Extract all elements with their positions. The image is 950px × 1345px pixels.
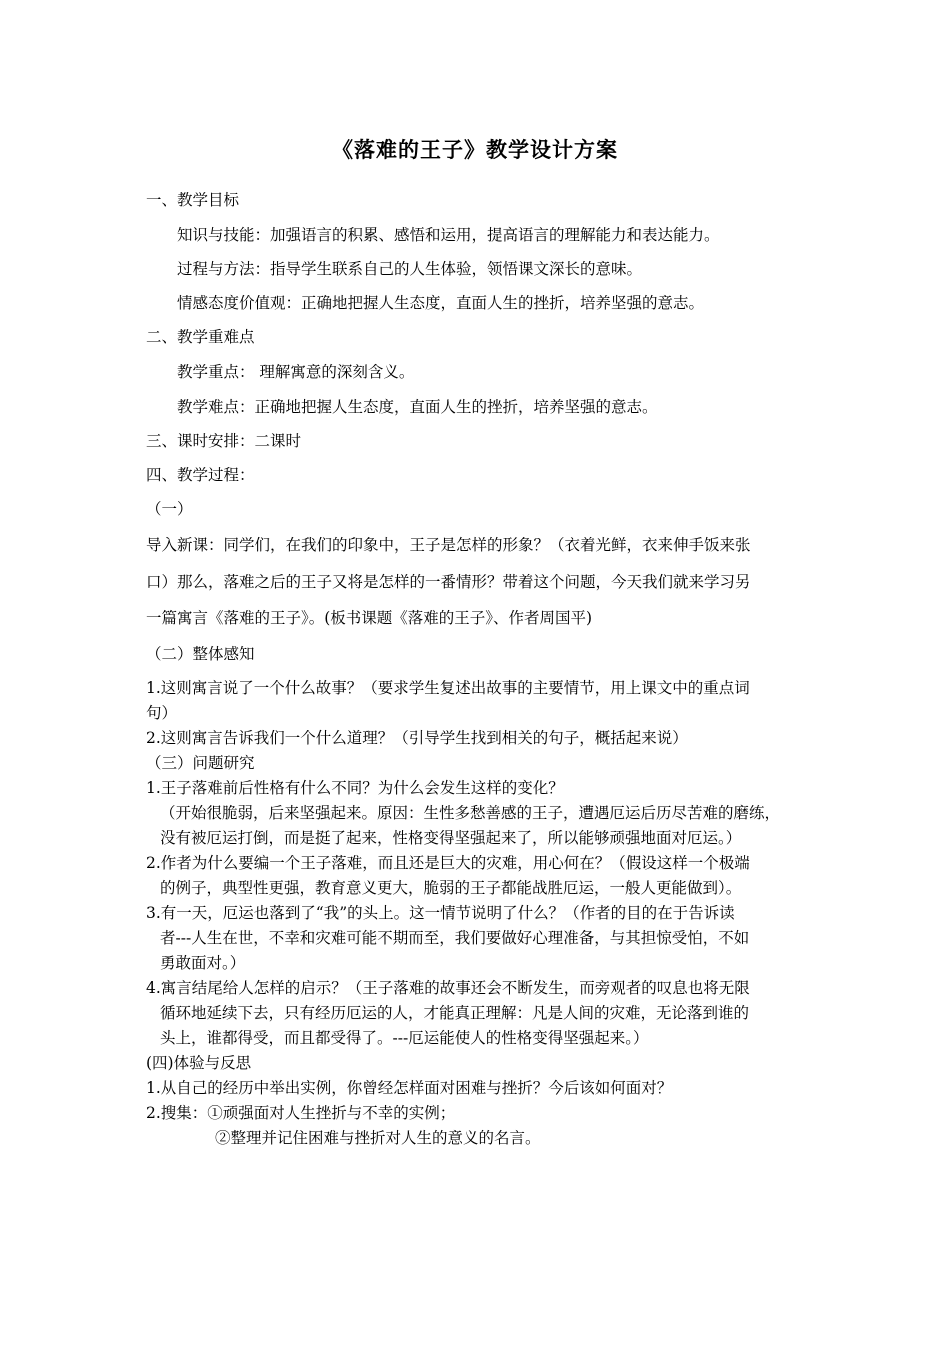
part-one-label: （一）: [146, 500, 193, 518]
perception-line: 2.这则寓言告诉我们一个什么道理？（引导学生找到相关的句子，概括起来说）: [146, 729, 688, 747]
key-point: 教学重点： 理解寓意的深刻含义。: [177, 363, 415, 381]
section-heading-key-points: 二、教学重难点: [146, 328, 255, 346]
intro-line: 一篇寓言《落难的王子》。(板书课题《落难的王子》、作者周国平): [146, 609, 593, 627]
goal-process: 过程与方法：指导学生联系自己的人生体验，领悟课文深长的意味。: [177, 260, 643, 278]
reflection-line: 1.从自己的经历中举出实例，你曾经怎样面对困难与挫折？今后该如何面对？: [146, 1079, 673, 1097]
question-line: 1.王子落难前后性格有什么不同？为什么会发生这样的变化？: [146, 779, 564, 797]
document-title: 《落难的王子》教学设计方案: [332, 138, 618, 162]
perception-line: 1.这则寓言说了一个什么故事？（要求学生复述出故事的主要情节，用上课文中的重点词: [146, 679, 750, 697]
intro-line: 口）那么，落难之后的王子又将是怎样的一番情形？带着这个问题，今天我们就来学习另: [146, 573, 751, 591]
section-heading-process: 四、教学过程：: [146, 466, 255, 484]
answer-line: 勇敢面对。）: [160, 954, 246, 972]
question-line: 4.寓言结尾给人怎样的启示？（王子落难的故事还会不断发生，而旁观者的叹息也将无限: [146, 979, 750, 997]
part-four-label: (四)体验与反思: [146, 1054, 252, 1072]
difficult-point: 教学难点：正确地把握人生态度，直面人生的挫折，培养坚强的意志。: [177, 398, 658, 416]
goal-knowledge: 知识与技能：加强语言的积累、感悟和运用，提高语言的理解能力和表达能力。: [177, 226, 720, 244]
answer-line: 循环地延续下去，只有经历厄运的人，才能真正理解：凡是人间的灾难，无论落到谁的: [160, 1004, 750, 1022]
intro-line: 导入新课：同学们，在我们的印象中，王子是怎样的形象？（衣着光鲜，衣来伸手饭来张: [146, 536, 751, 554]
part-three-label: （三）问题研究: [146, 754, 255, 772]
reflection-line: 2.搜集：①顽强面对人生挫折与不幸的实例；: [146, 1104, 456, 1122]
goal-emotion: 情感态度价值观：正确地把握人生态度，直面人生的挫折，培养坚强的意志。: [177, 294, 705, 312]
section-heading-goals: 一、教学目标: [146, 191, 240, 209]
reflection-line: ②整理并记住困难与挫折对人生的意义的名言。: [215, 1129, 541, 1147]
answer-line: 者---人生在世，不幸和灾难可能不期而至，我们要做好心理准备，与其担惊受怕，不如: [160, 929, 750, 947]
question-line: 2.作者为什么要编一个王子落难，而且还是巨大的灾难，用心何在？（假设这样一个极端: [146, 854, 750, 872]
question-line: 3.有一天，厄运也落到了“我”的头上。这一情节说明了什么？（作者的目的在于告诉读: [146, 904, 735, 922]
answer-line: 的例子，典型性更强，教育意义更大，脆弱的王子都能战胜厄运，一般人更能做到）。: [160, 879, 742, 897]
answer-line: 头上，谁都得受，而且都受得了。---厄运能使人的性格变得坚强起来。）: [160, 1029, 649, 1047]
perception-line: 句）: [146, 704, 178, 722]
part-two-label: （二）整体感知: [146, 645, 255, 663]
section-heading-schedule: 三、课时安排：二课时: [146, 432, 302, 450]
answer-line: （开始很脆弱，后来坚强起来。原因：生性多愁善感的王子，遭遇厄运后历尽苦难的磨练，: [160, 804, 781, 822]
answer-line: 没有被厄运打倒，而是挺了起来，性格变得坚强起来了，所以能够顽强地面对厄运。）: [160, 829, 742, 847]
